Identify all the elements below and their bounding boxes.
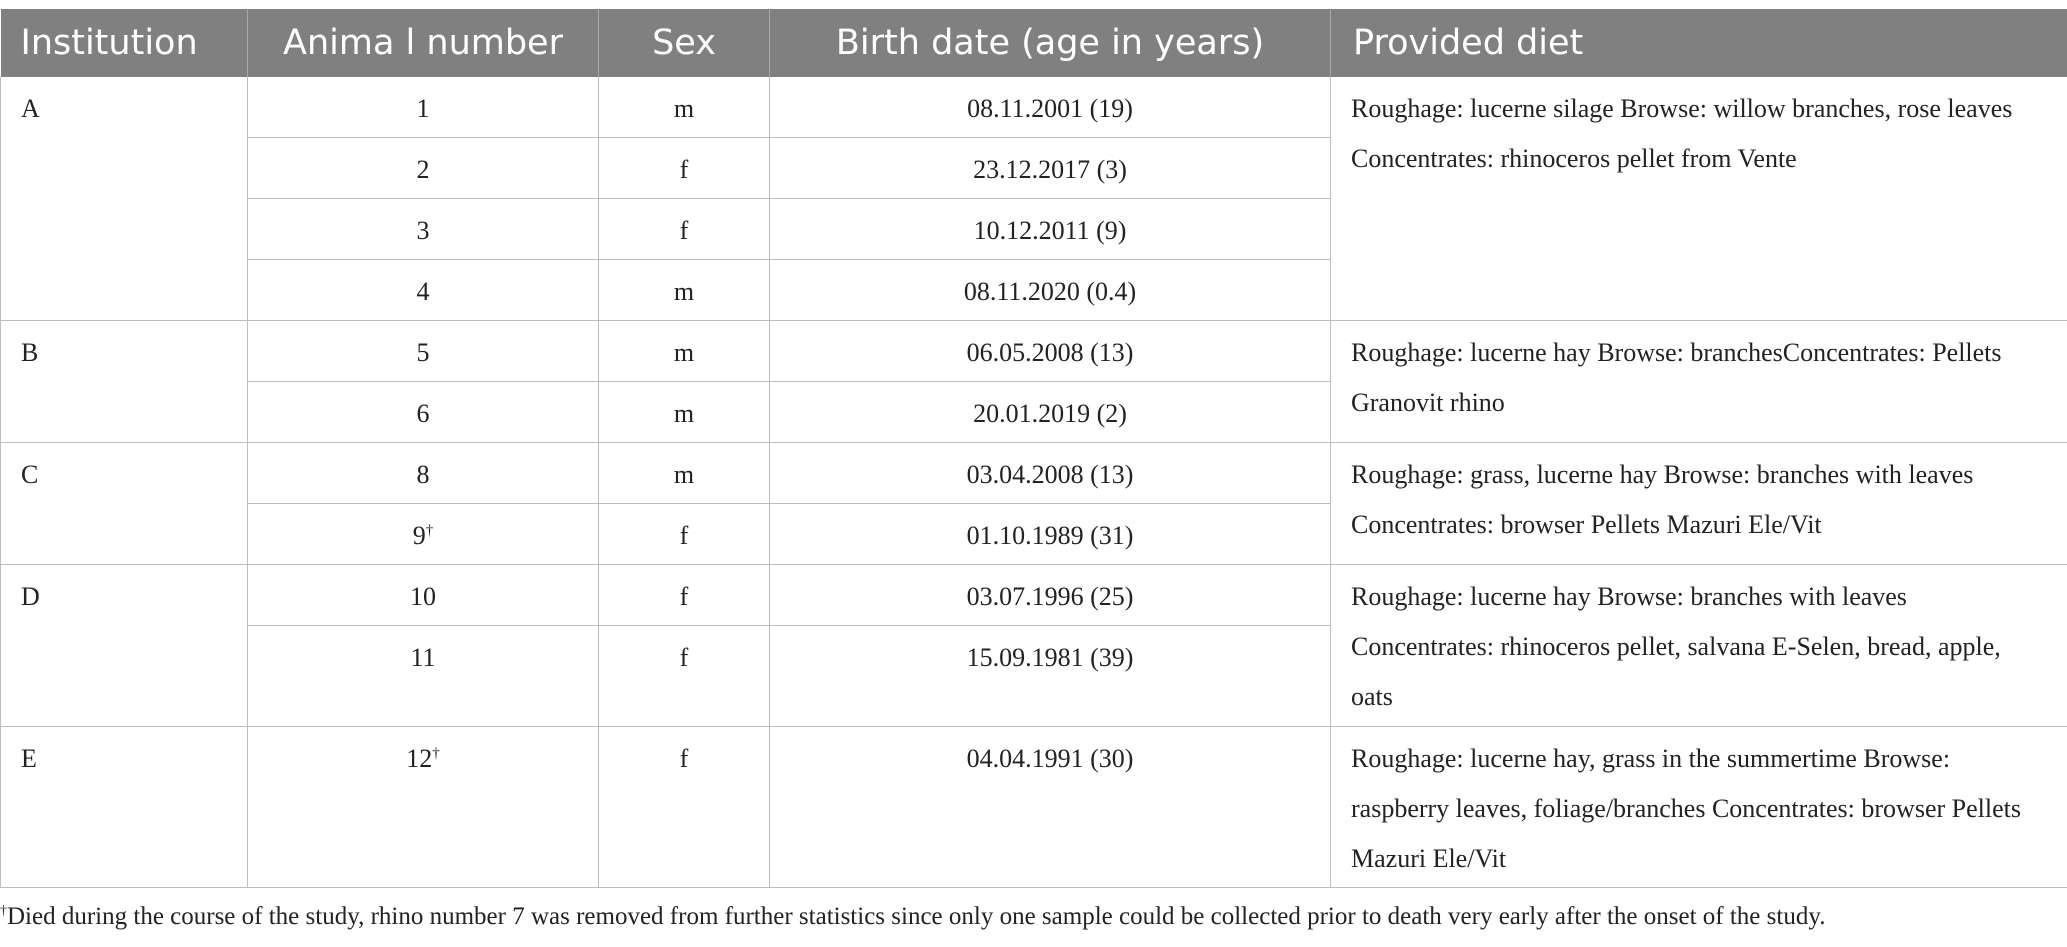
birth-date-cell: 03.07.1996 (25) — [770, 565, 1331, 626]
footnote-mark: † — [432, 745, 440, 762]
sex-cell: m — [599, 443, 770, 504]
header-animal-number: Anima l number — [248, 9, 599, 77]
header-birth-date: Birth date (age in years) — [770, 9, 1331, 77]
footnote-mark: † — [425, 522, 434, 539]
animal-number-cell — [248, 77, 599, 138]
institution-cell: B — [1, 321, 248, 443]
table-row — [1, 77, 2067, 138]
sex-cell: m — [599, 77, 770, 138]
institution-cell: D — [1, 565, 248, 727]
table-footnote — [0, 903, 1825, 931]
institution-cell: C — [1, 443, 248, 565]
animal-number: 9 — [412, 521, 426, 550]
animal-diet-table — [0, 9, 2067, 888]
animal-number: 5 — [416, 338, 430, 367]
birth-date-cell: 10.12.2011 (9) — [770, 199, 1331, 260]
birth-date-cell: 08.11.2001 (19) — [770, 77, 1331, 138]
footnote-text: Died during the course of the study, rhino number 7 was removed from further statistics since only one sample could be collected prior to death very early after the onset of the study. — [7, 903, 1826, 930]
table-row — [1, 565, 2067, 626]
footnote-dagger: † — [0, 903, 7, 919]
sex-cell: f — [599, 504, 770, 565]
animal-number: 12 — [406, 744, 433, 773]
sex-cell: f — [599, 199, 770, 260]
animal-number-cell — [248, 382, 599, 443]
institution-cell: E — [1, 727, 248, 888]
animal-number: 11 — [410, 643, 436, 672]
sex-cell: m — [599, 382, 770, 443]
birth-date-cell: 03.04.2008 (13) — [770, 443, 1331, 504]
animal-number-cell — [248, 260, 599, 321]
sex-cell: m — [599, 260, 770, 321]
table-row — [1, 321, 2067, 382]
header-sex: Sex — [599, 9, 770, 77]
animal-number-cell — [248, 321, 599, 382]
table-header-row — [1, 9, 2067, 77]
birth-date-cell: 23.12.2017 (3) — [770, 138, 1331, 199]
birth-date-cell: 06.05.2008 (13) — [770, 321, 1331, 382]
sex-cell: f — [599, 565, 770, 626]
animal-number-cell — [248, 727, 599, 888]
animal-number-cell — [248, 626, 599, 727]
diet-cell: Roughage: lucerne silage Browse: willow branches, rose leaves Concentrates: rhinoceros pellet from Vente — [1331, 77, 2067, 321]
animal-number: 10 — [410, 582, 436, 611]
birth-date-cell: 04.04.1991 (30) — [770, 727, 1331, 888]
sex-cell: f — [599, 626, 770, 727]
birth-date-cell: 15.09.1981 (39) — [770, 626, 1331, 727]
animal-number: 1 — [416, 94, 430, 123]
diet-cell: Roughage: lucerne hay Browse: branchesConcentrates: Pellets Granovit rhino — [1331, 321, 2067, 443]
birth-date-cell: 08.11.2020 (0.4) — [770, 260, 1331, 321]
institution-cell: A — [1, 77, 248, 321]
animal-number-cell — [248, 504, 599, 565]
animal-number: 3 — [416, 216, 430, 245]
animal-number: 2 — [416, 155, 430, 184]
table-row — [1, 727, 2067, 888]
sex-cell: f — [599, 138, 770, 199]
animal-number-cell — [248, 565, 599, 626]
animal-number-cell — [248, 138, 599, 199]
animal-number: 6 — [416, 399, 430, 428]
diet-cell: Roughage: grass, lucerne hay Browse: branches with leaves Concentrates: browser Pellets Mazuri Ele/Vit — [1331, 443, 2067, 565]
animal-number-cell — [248, 443, 599, 504]
animal-number: 4 — [416, 277, 430, 306]
header-institution: Institution — [1, 9, 248, 77]
sex-cell: m — [599, 321, 770, 382]
header-provided-diet: Provided diet — [1331, 9, 2067, 77]
table-row — [1, 443, 2067, 504]
birth-date-cell: 01.10.1989 (31) — [770, 504, 1331, 565]
sex-cell: f — [599, 727, 770, 888]
diet-cell: Roughage: lucerne hay, grass in the summertime Browse: raspberry leaves, foliage/branches Concentrates: browser Pellets Mazuri Ele/Vit — [1331, 727, 2067, 888]
diet-cell: Roughage: lucerne hay Browse: branches with leaves Concentrates: rhinoceros pellet, salvana E-Selen, bread, apple, oats — [1331, 565, 2067, 727]
birth-date-cell: 20.01.2019 (2) — [770, 382, 1331, 443]
animal-number: 8 — [416, 460, 430, 489]
animal-number-cell — [248, 199, 599, 260]
